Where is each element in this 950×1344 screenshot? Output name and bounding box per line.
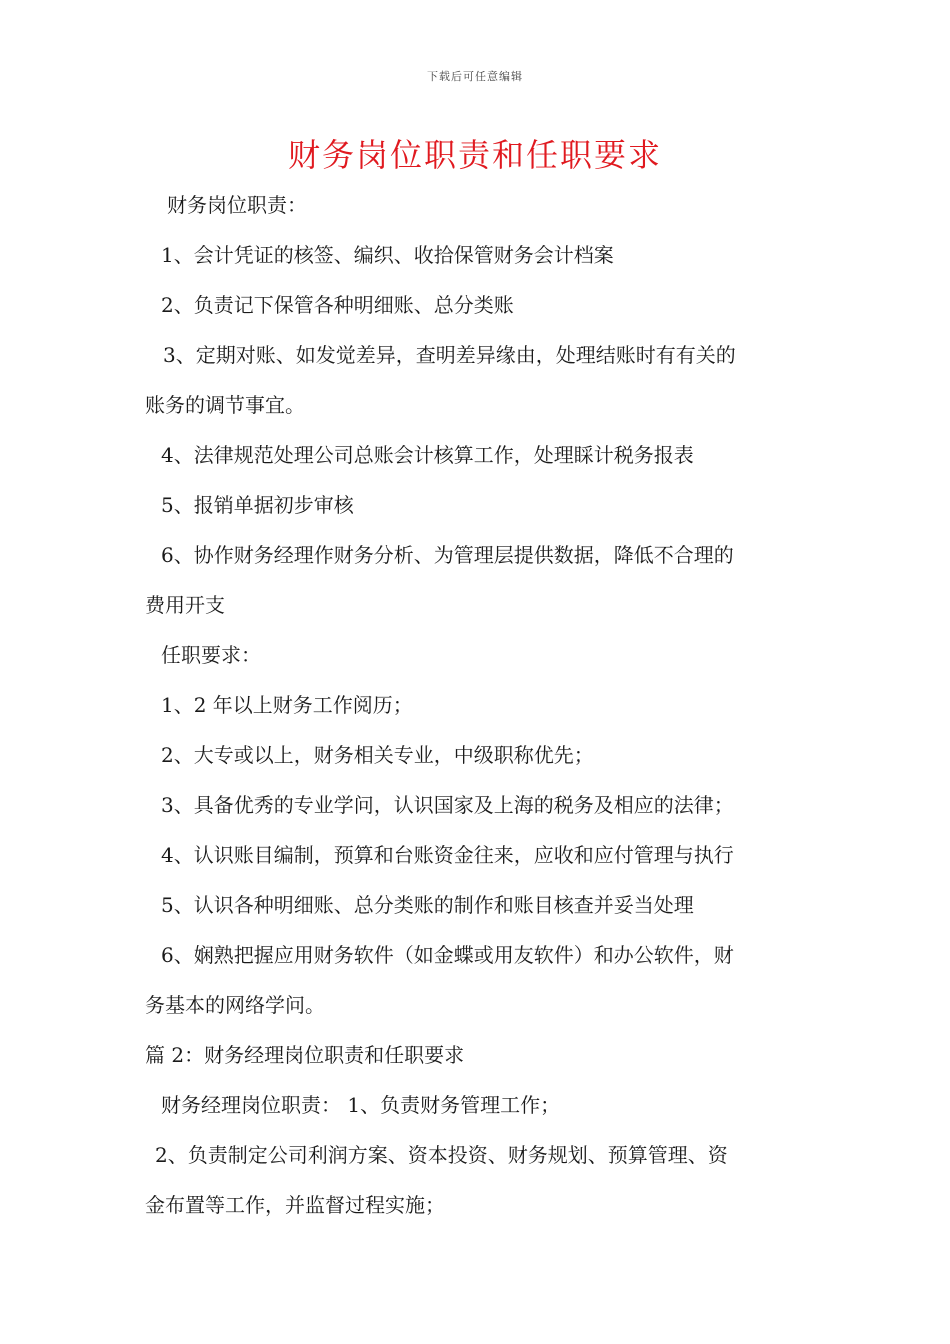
body-line: 1、2 年以上财务工作阅历； <box>161 693 413 717</box>
body-line: 4、认识账目编制，预算和台账资金往来，应收和应付管理与执行 <box>161 843 734 867</box>
body-line: 财务岗位职责： <box>167 193 307 217</box>
body-line: 3、定期对账、如发觉差异，查明差异缘由，处理结账时有有关的 <box>163 343 736 367</box>
body-line: 任职要求： <box>161 643 261 667</box>
body-line: 费用开支 <box>145 593 225 617</box>
header-note: 下载后可任意编辑 <box>427 70 523 83</box>
body-line: 4、法律规范处理公司总账会计核算工作，处理睬计税务报表 <box>161 443 694 467</box>
document-body <box>145 180 810 1230</box>
body-line: 务基本的网络学问。 <box>145 993 325 1017</box>
body-line: 2、负责记下保管各种明细账、总分类账 <box>161 293 514 317</box>
body-line: 5、报销单据初步审核 <box>161 493 354 517</box>
body-line: 5、认识各种明细账、总分类账的制作和账目核查并妥当处理 <box>161 893 694 917</box>
body-line: 财务经理岗位职责： 1、负责财务管理工作； <box>161 1093 561 1117</box>
body-line: 6、娴熟把握应用财务软件（如金蝶或用友软件）和办公软件，财 <box>161 943 734 967</box>
body-line: 账务的调节事宜。 <box>145 393 305 417</box>
body-line: 金布置等工作，并监督过程实施； <box>145 1193 445 1217</box>
document-title: 财务岗位职责和任职要求 <box>287 136 662 174</box>
body-line: 篇 2：财务经理岗位职责和任职要求 <box>145 1043 465 1067</box>
body-line: 6、协作财务经理作财务分析、为管理层提供数据，降低不合理的 <box>161 543 734 567</box>
body-line: 2、负责制定公司利润方案、资本投资、财务规划、预算管理、资 <box>155 1143 728 1167</box>
body-line: 3、具备优秀的专业学问，认识国家及上海的税务及相应的法律； <box>161 793 734 817</box>
body-line: 2、大专或以上，财务相关专业，中级职称优先； <box>161 743 594 767</box>
body-line: 1、会计凭证的核签、编织、收拾保管财务会计档案 <box>161 243 614 267</box>
